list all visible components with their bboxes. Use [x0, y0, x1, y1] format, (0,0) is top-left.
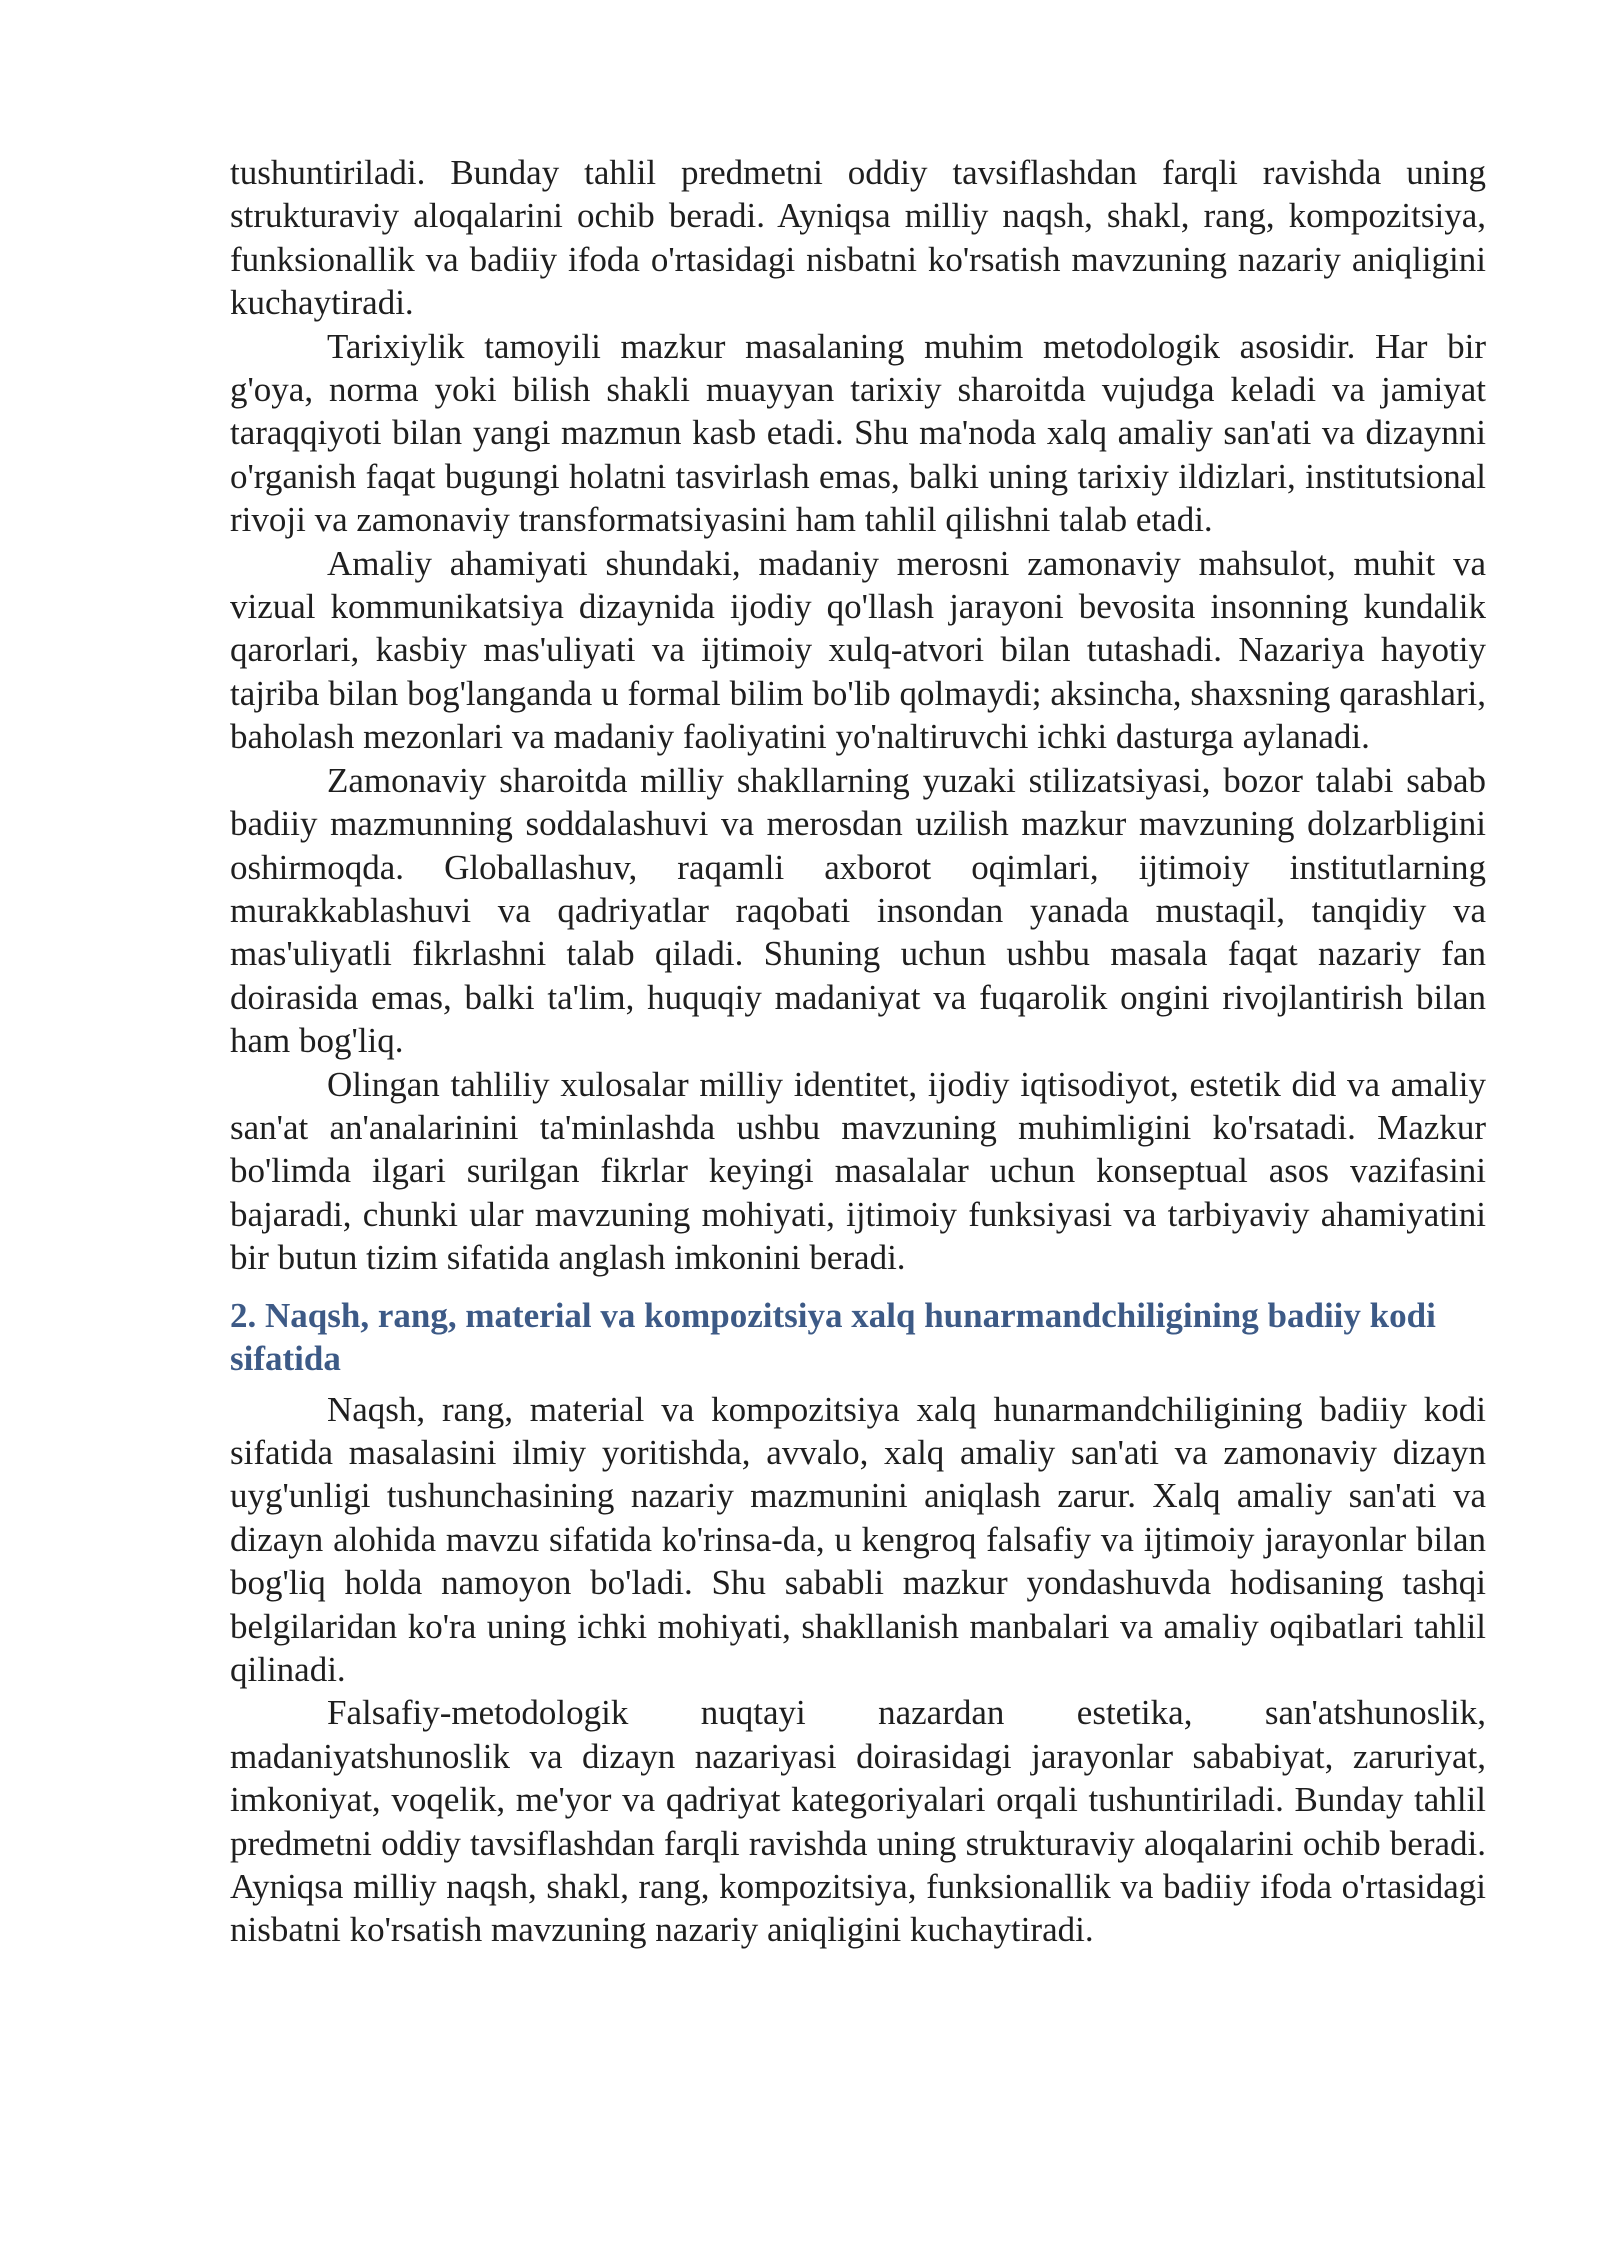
- document-page: [230, 151, 1486, 1952]
- paragraph-section-intro: Naqsh, rang, material va kompozitsiya xalq hunarmandchiligining badiiy kodi sifatida masalasini ilmiy yoritishda, avvalo, xalq amaliy san'ati va zamonaviy dizayn uyg'unligi tushunchasining nazariy mazmunini aniqlash zarur. Xalq amaliy san'ati va dizayn alohida mavzu sifatida ko'rinsa-da, u kengroq falsafiy va ijtimoiy jarayonlar bilan bog'liq holda namoyon bo'ladi. Shu sababli mazkur yondashuvda hodisaning tashqi belgilaridan ko'ra uning ichki mohiyati, shakllanish manbalari va amaliy oqibatlari tahlil qilinadi.: [230, 1389, 1486, 1689]
- paragraph-practical-significance: Amaliy ahamiyati shundaki, madaniy merosni zamonaviy mahsulot, muhit va vizual kommunikatsiya dizaynida ijodiy qo'llash jarayoni bevosita insonning kundalik qarorlari, kasbiy mas'uliyati va ijtimoiy xulq-atvori bilan tutashadi. Nazariya hayotiy tajriba bilan bog'langanda u formal bilim bo'lib qolmaydi; aksincha, shaxsning qarashlari, baholash mezonlari va madaniy faoliyatini yo'naltiruvchi ichki dasturga aylanadi.: [230, 543, 1486, 757]
- paragraph-relevance: Zamonaviy sharoitda milliy shakllarning yuzaki stilizatsiyasi, bozor talabi sabab badiiy mazmunning soddalashuvi va merosdan uzilish mazkur mavzuning dolzarbligini oshirmoqda. Globallashuv, raqamli axborot oqimlari, ijtimoiy institutlarning murakkablashuvi va qadriyatlar raqobati insondan yanada mustaqil, tanqidiy va mas'uliyatli fikrlashni talab qiladi. Shuning uchun ushbu masala faqat nazariy fan doirasida emas, balki ta'lim, huquqiy madaniyat va fuqarolik ongini rivojlantirish bilan ham bog'liq.: [230, 760, 1486, 1061]
- section-heading: 2. Naqsh, rang, material va kompozitsiya xalq hunarmandchiligining badiiy kodi sifatida: [230, 1295, 1436, 1378]
- paragraph-historicism: Tarixiylik tamoyili mazkur masalaning muhim metodologik asosidir. Har bir g'oya, norma yoki bilish shakli muayyan tarixiy sharoitda vujudga keladi va jamiyat taraqqiyoti bilan yangi mazmun kasb etadi. Shu ma'noda xalq amaliy san'ati va dizaynni o'rganish faqat bugungi holatni tasvirlash emas, balki uning tarixiy ildizlari, institutsional rivoji va zamonaviy transformatsiyasini ham tahlil qilishni talab etadi.: [230, 326, 1486, 540]
- paragraph-continuation: tushuntiriladi. Bunday tahlil predmetni oddiy tavsiflashdan farqli ravishda uning strukturaviy aloqalarini ochib beradi. Ayniqsa milliy naqsh, shakl, rang, kompozitsiya, funksionallik va badiiy ifoda o'rtasidagi nisbatni ko'rsatish mavzuning nazariy aniqligini kuchaytiradi.: [230, 153, 1486, 323]
- paragraph-conclusions: Olingan tahliliy xulosalar milliy identitet, ijodiy iqtisodiyot, estetik did va amaliy san'at an'analarinini ta'minlashda ushbu mavzuning muhimligini ko'rsatadi. Mazkur bo'limda ilgari surilgan fikrlar keyingi masalalar uchun konseptual asos vazifasini bajaradi, chunki ular mavzuning mohiyati, ijtimoiy funksiyasi va tarbiyaviy ahamiyatini bir butun tizim sifatida anglash imkonini beradi.: [230, 1064, 1486, 1278]
- paragraph-methodology: Falsafiy-metodologik nuqtayi nazardan estetika, san'atshunoslik, madaniyatshunoslik va dizayn nazariyasi doirasidagi jarayonlar sababiyat, zaruriyat, imkoniyat, voqelik, me'yor va qadriyat kategoriyalari orqali tushuntiriladi. Bunday tahlil predmetni oddiy tavsiflashdan farqli ravishda uning strukturaviy aloqalarini ochib beradi. Ayniqsa milliy naqsh, shakl, rang, kompozitsiya, funksionallik va badiiy ifoda o'rtasidagi nisbatni ko'rsatish mavzuning nazariy aniqligini kuchaytiradi.: [230, 1693, 1486, 1950]
